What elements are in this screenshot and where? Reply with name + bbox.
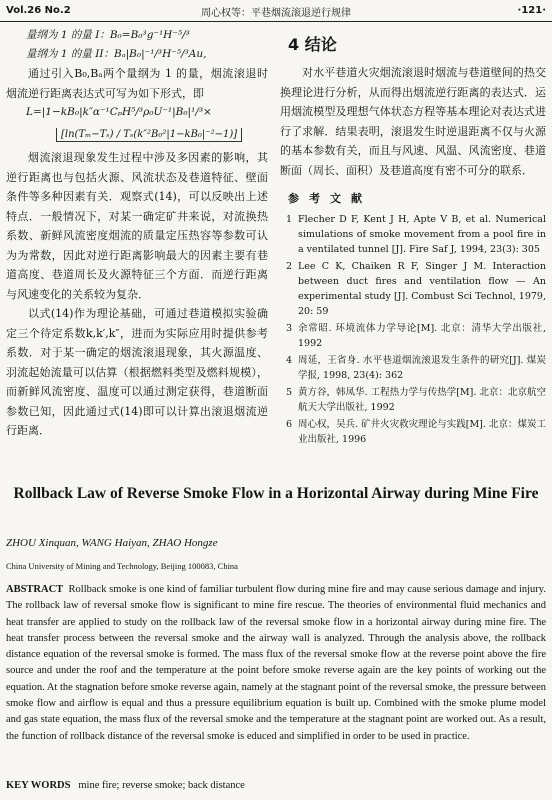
right-column	[280, 26, 546, 449]
reference-list	[280, 212, 546, 447]
english-authors: ZHOU Xinquan, WANG Haiyan, ZHAO Hongze	[6, 537, 218, 549]
reference-item: 3 余常昭. 环境流体力学导论[M]. 北京：清华大学出版社, 1992	[286, 323, 546, 349]
formula-dimensionless-2: 量纲为 1 的量 II：Bₐ|B₀|⁻¹/³H⁻⁵/³Au,	[26, 48, 207, 60]
reference-item: 4 周延，王省身. 水平巷道烟流滚退发生条件的研究[J]. 煤炭学报, 1998, 23(4): 362	[286, 355, 546, 381]
reference-item: 2 Lee C K, Chaiken R F, Singer J M. Interaction between duct fires and ventilation flow — An experimental study [J]. Combust Sci Technol, 1979, 20: 59	[286, 261, 546, 317]
references-heading: 参考文献	[288, 192, 372, 205]
page-number: ·121·	[517, 5, 546, 16]
abstract-label: ABSTRACT	[6, 584, 64, 595]
running-title: 周心权等：平巷烟流滚退逆行规律	[201, 8, 351, 19]
keywords-text: mine fire; reverse smoke; back distance	[78, 780, 245, 791]
running-header	[0, 0, 552, 22]
reference-item: 6 周心权，吴兵. 矿井火灾救灾理论与实践[M]. 北京：煤炭工业出版社, 1996	[286, 419, 546, 445]
paragraph-intro: 通过引入B₀,Bₐ两个量纲为 1 的量，烟流滚退时烟流逆行距离表达式可写为如下形式，即	[6, 67, 268, 100]
reference-item: 1 Flecher D F, Kent J H, Apte V B, et al. Numerical simulations of smoke movement from a pool fire in a ventilated tunnel [J]. Fire Saf J, 1994, 23(3): 305	[286, 214, 546, 255]
formula-dimensionless-1: 量纲为 1 的量 I：B₀=B₀³g⁻¹H⁻⁵/³	[26, 29, 190, 41]
volume-label: Vol.26 No.2	[6, 5, 71, 16]
english-keywords	[6, 780, 546, 791]
english-title: Rollback Law of Reverse Smoke Flow in a Horizontal Airway during Mine Fire	[13, 485, 539, 502]
english-abstract	[6, 582, 546, 745]
english-affiliation: China University of Mining and Technology, Beijing 100083, China	[6, 561, 238, 571]
paragraph-conclusion: 对水平巷道火灾烟流滚退时烟流与巷道壁间的热交换理论进行分析，从而得出烟流逆行距离的表达式．运用烟流模型及理想气体状态方程等基本理论对表达式进行了求解．结果表明，滚退发生时逆退距离不仅与火源的基本参数有关，而且与风速、风温、风流密度、巷道断面（周长、面积）及巷道高度有密不可分的联系．	[280, 66, 546, 177]
paragraph-application: 以式(14)作为理论基础，可通过巷道模拟实验确定三个待定系数k,k′,k″，进而为实际应用时提供参考系数．对于某一确定的烟流滚退现象，其火源温度、羽流起始流量可以估算（根据燃料类型及燃料规模），而新鲜风流密度、温度可以通过测定获得，巷道断面参数已知，因此通过式(14)即可以计算出滚退烟流逆行距离．	[6, 307, 268, 437]
abstract-text: Rollback smoke is one kind of familiar turbulent flow during mine fire and may cause serious damage and injury. The rollback law of reversal smoke flow is significant to mine fire rescue. The theories of environmental fluid mechanics and heat transfer are applied to study on the rollback law of the reversal smoke flow in a horizontal airway during mine fire. The heat transfer process between the reversal smoke and the airway wall is analyzed. Through the analysis above, the rollback distance equation of the reversal smoke is formed. The mass flux of the reversal smoke flow at the reverse point above the fire source and under the roof and the temperature at the point before smoke reverse again are the key points of working out the equation. At the stagnation before smoke reverse again, namely at the stagnant point of the reversal smoke, the pressure between smoke flow and airflow is equal and thus a pressure equilibrium equation is built up. Combined with the smoke plume model and gas state equation, the mass flux of the reversal smoke and the temperature at the stagnant point are worked out. As a result, the function of rollback distance of the reversal smoke is educed and simplified in order to be used in practice.	[6, 584, 546, 742]
section-title-conclusion: 4 结论	[288, 35, 337, 54]
formula-distance: L=|1−kB₀|k″α⁻¹CₚH⁵/³ρ₀U⁻¹|B₀|¹/³×	[26, 106, 212, 118]
paragraph-factors: 烟流滚退现象发生过程中涉及多因素的影响，其逆行距离也与包括火源、风流状态及巷道特征、壁面条件等多种因素有关．观察式(14)，可以反映出上述特点．一般情况下，对某一确定矿井来说，对流换热系数、新鲜风流密度烟流的质量定压热容等参数可认为为常数，因此对逆行距离影响最大的因素主要有巷道高度、巷道周长及火源特征三个方面．而逆行距离与风速变化的关系较为复杂．	[6, 151, 268, 301]
formula-distance-bracket: [ln(Tₘ−Tₛ) / Tₛ(k″²B₀²|1−kB₀|⁻²−1)]	[56, 128, 242, 142]
keywords-label: KEY WORDS	[6, 780, 71, 791]
left-column	[6, 26, 268, 441]
reference-item: 5 黄方谷，韩凤华. 工程热力学与传热学[M]. 北京：北京航空航天大学出版社, 1992	[286, 387, 546, 413]
